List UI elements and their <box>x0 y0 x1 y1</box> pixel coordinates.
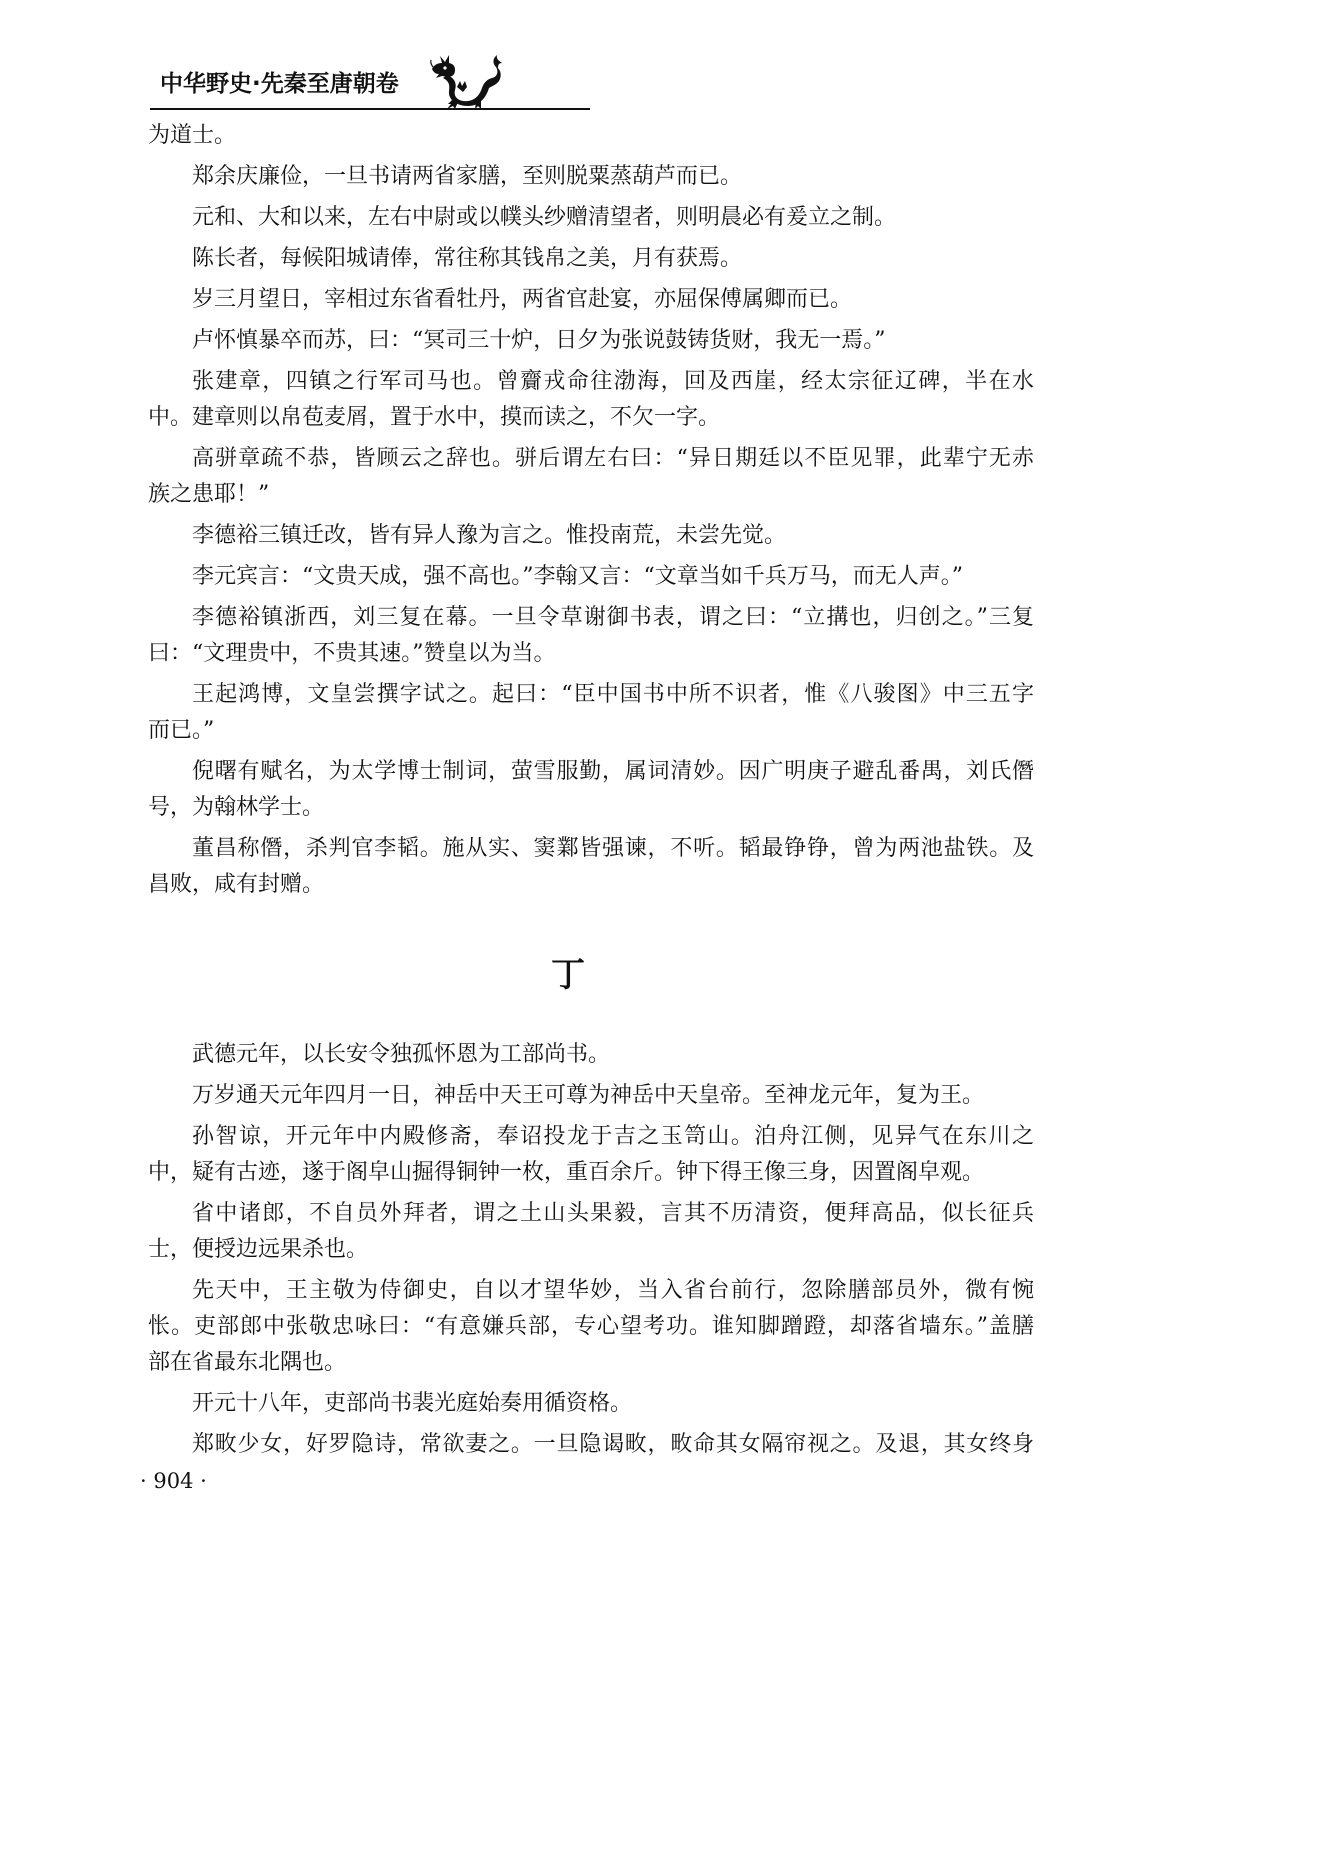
page-number: · 904 · <box>140 1469 207 1493</box>
dragon-tail-flame <box>493 55 502 69</box>
text-line: 号，为翰林学士。 <box>148 795 325 820</box>
text-line: 族之患耶！” <box>148 482 270 507</box>
paragraph <box>148 1427 1034 1463</box>
paragraph <box>148 1119 1034 1191</box>
dragon-icon <box>430 54 502 110</box>
text-line: 昌败，咸有封赠。 <box>148 872 325 897</box>
text-line: 而已。” <box>148 718 215 743</box>
text-line: 陈长者，每候阳城请俸，常往称其钱帛之美，月有获焉。 <box>192 246 743 271</box>
text-line: 为道士。 <box>148 123 237 148</box>
text-line: 开元十八年，吏部尚书裴光庭始奏用循资格。 <box>192 1391 633 1416</box>
paragraph <box>148 754 1034 826</box>
dragon-eye <box>443 66 446 69</box>
text-line: 郑余庆廉俭，一旦书请两省家膳，至则脱粟蒸葫芦而已。 <box>192 164 743 189</box>
text-line: 元和、大和以来，左右中尉或以幞头纱赠清望者，则明晨必有爰立之制。 <box>192 205 897 230</box>
text-line: 怅。吏部郎中张敬忠咏曰：“有意嫌兵部，专心望考功。谁知脚蹭蹬，却落省墙东。”盖膳 <box>148 1314 1034 1339</box>
paragraph <box>148 118 1034 154</box>
paragraph <box>148 364 1034 436</box>
dragon-back-spikes <box>457 81 467 92</box>
paragraph <box>148 323 1034 359</box>
text-line: 岁三月望日，宰相过东省看牡丹，两省官赴宴，亦屈保傅属卿而已。 <box>192 287 853 312</box>
paragraph <box>148 1196 1034 1268</box>
section-heading: 丁 <box>551 955 585 995</box>
text-line: 孙智谅，开元年中内殿修斋，奉诏投龙于吉之玉笥山。泊舟江侧，见异气在东川之 <box>192 1124 1034 1149</box>
paragraph <box>148 241 1034 277</box>
paragraph <box>148 1078 1034 1114</box>
text-line: 董昌称僭，杀判官李韬。施从实、窦鄴皆强谏，不听。韬最铮铮，曾为两池盐铁。及 <box>192 836 1034 861</box>
text-line: 中。建章则以帛苞麦屑，置于水中，摸而读之，不欠一字。 <box>148 405 721 430</box>
section <box>148 118 1034 903</box>
text-line: 曰：“文理贵中，不贵其速。”赞皇以为当。 <box>148 641 556 666</box>
text-line: 部在省最东北隅也。 <box>148 1350 347 1375</box>
running-title: 中华野史·先秦至唐朝卷 <box>160 71 399 97</box>
text-line: 郑畋少女，好罗隐诗，常欲妻之。一旦隐谒畋，畋命其女隔帘视之。及退，其女终身 <box>192 1432 1034 1457</box>
dragon-silhouette <box>432 55 502 109</box>
paragraph <box>148 282 1034 318</box>
header-rule <box>150 108 590 110</box>
text-line: 先天中，王主敬为侍御史，自以才望华妙，当入省台前行，忽除膳部员外，微有惋 <box>192 1278 1034 1303</box>
text-line: 张建章，四镇之行军司马也。曾齎戎命往渤海，回及西崖，经太宗征辽碑，半在水 <box>192 369 1034 394</box>
text-line: 士，便授边远果杀也。 <box>148 1237 369 1262</box>
paragraph <box>148 677 1034 749</box>
paragraph <box>148 159 1034 195</box>
text-line: 王起鸿博，文皇尝撰字试之。起曰：“臣中国书中所不识者，惟《八骏图》中三五字 <box>192 682 1034 707</box>
text-line: 倪曙有赋名，为太学博士制词，萤雪服勤，属词清妙。因广明庚子避乱番禺，刘氏僭 <box>192 759 1034 784</box>
text-line: 中，疑有古迹，遂于阁皁山掘得铜钟一枚，重百余斤。钟下得王像三身，因置阁皁观。 <box>148 1160 985 1185</box>
paragraph <box>148 831 1034 903</box>
paragraph <box>148 200 1034 236</box>
text-line: 李德裕镇浙西，刘三复在幕。一旦令草谢御书表，谓之曰：“立搆也，归创之。”三复 <box>192 605 1034 630</box>
paragraph <box>148 1386 1034 1422</box>
paragraph <box>148 1273 1034 1381</box>
paragraph <box>148 559 1034 595</box>
text-line: 武德元年，以长安令独孤怀恩为工部尚书。 <box>192 1042 611 1067</box>
text-line: 省中诸郎，不自员外拜者，谓之土山头果毅，言其不历清资，便拜高品，似长征兵 <box>192 1201 1034 1226</box>
dragon-icon-graphic <box>430 54 502 110</box>
text-line: 卢怀慎暴卒而苏，曰：“冥司三十炉，日夕为张说鼓铸货财，我无一焉。” <box>192 328 886 353</box>
text-line: 高骈章疏不恭，皆顾云之辞也。骈后谓左右曰：“异日期廷以不臣见罪，此辈宁无赤 <box>192 446 1034 471</box>
dragon-head <box>432 55 455 78</box>
dragon-whisker <box>431 60 434 68</box>
text-line: 李元宾言：“文贵天成，强不高也。”李翰又言：“文章当如千兵万马，而无人声。” <box>192 564 963 589</box>
paragraph <box>148 441 1034 513</box>
text-line: 李德裕三镇迁改，皆有异人豫为言之。惟投南荒，未尝先觉。 <box>192 523 787 548</box>
text-body <box>148 118 1034 1468</box>
text-line: 万岁通天元年四月一日，神岳中天王可尊为神岳中天皇帝。至神龙元年，复为王。 <box>192 1083 985 1108</box>
paragraph <box>148 1037 1034 1073</box>
paragraph <box>148 600 1034 672</box>
running-header <box>150 60 600 112</box>
section <box>148 955 1034 1463</box>
paragraph <box>148 518 1034 554</box>
